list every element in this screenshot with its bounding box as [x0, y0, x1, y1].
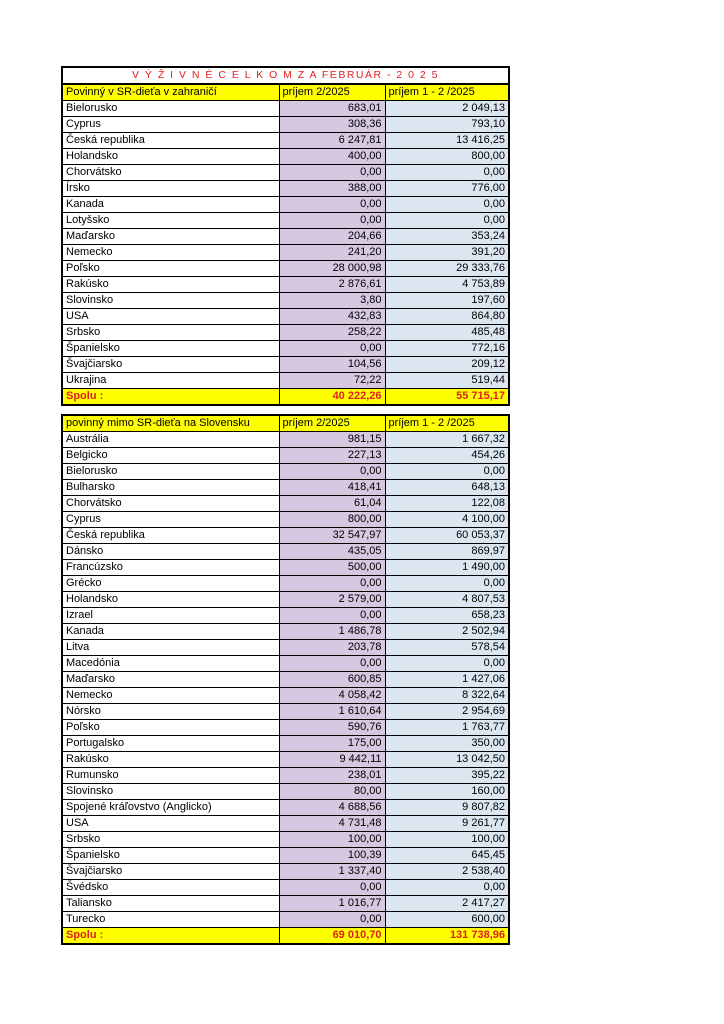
table-row: [62, 512, 509, 528]
cumulative-income-cell: 197,60: [385, 293, 509, 309]
cumulative-income-cell: 29 333,76: [385, 261, 509, 277]
table-row: [62, 608, 509, 624]
table-row: [62, 688, 509, 704]
table-row: [62, 528, 509, 544]
cumulative-income-cell: 864,80: [385, 309, 509, 325]
table-row: [62, 544, 509, 560]
table-row: [62, 656, 509, 672]
cumulative-income-cell: 776,00: [385, 181, 509, 197]
table-row: [62, 816, 509, 832]
table-row: [62, 896, 509, 912]
cumulative-income-cell: 1 490,00: [385, 560, 509, 576]
country-cell: Srbsko: [62, 325, 279, 341]
cumulative-income-cell: 0,00: [385, 464, 509, 480]
table-row: [62, 640, 509, 656]
cumulative-income-cell: 2 954,69: [385, 704, 509, 720]
table-abroad: [61, 66, 510, 406]
table-row: [62, 213, 509, 229]
table-row: [62, 624, 509, 640]
table-row: [62, 245, 509, 261]
month-income-cell: 4 688,56: [279, 800, 385, 816]
month-income-cell: 104,56: [279, 357, 385, 373]
table-row: [62, 672, 509, 688]
cumulative-income-cell: 800,00: [385, 149, 509, 165]
cumulative-income-cell: 600,00: [385, 912, 509, 928]
country-cell: Taliansko: [62, 896, 279, 912]
country-cell: Švajčiarsko: [62, 357, 279, 373]
month-income-cell: 80,00: [279, 784, 385, 800]
month-income-cell: 590,76: [279, 720, 385, 736]
month-income-cell: 0,00: [279, 880, 385, 896]
month-income-cell: 32 547,97: [279, 528, 385, 544]
cumulative-income-cell: 2 417,27: [385, 896, 509, 912]
month-income-cell: 258,22: [279, 325, 385, 341]
country-cell: Holandsko: [62, 592, 279, 608]
month-income-cell: 28 000,98: [279, 261, 385, 277]
header-month: príjem 2/2025: [279, 415, 385, 432]
country-cell: Cyprus: [62, 512, 279, 528]
country-cell: Španielsko: [62, 341, 279, 357]
cumulative-income-cell: 2 538,40: [385, 864, 509, 880]
country-cell: Srbsko: [62, 832, 279, 848]
country-cell: Slovinsko: [62, 293, 279, 309]
table-row: [62, 277, 509, 293]
country-cell: Chorvátsko: [62, 496, 279, 512]
cumulative-income-cell: 13 042,50: [385, 752, 509, 768]
table-row: [62, 181, 509, 197]
country-cell: Španielsko: [62, 848, 279, 864]
table-row: [62, 133, 509, 149]
country-cell: Bielorusko: [62, 464, 279, 480]
total-row: [62, 389, 509, 406]
country-cell: Spojené kráľovstvo (Anglicko): [62, 800, 279, 816]
country-cell: Rakúsko: [62, 277, 279, 293]
total-month: 69 010,70: [279, 928, 385, 945]
table-domestic: [61, 414, 510, 945]
table-row: [62, 261, 509, 277]
cumulative-income-cell: 0,00: [385, 656, 509, 672]
month-income-cell: 0,00: [279, 656, 385, 672]
alimony-sheet: [61, 66, 508, 945]
table-row: [62, 736, 509, 752]
month-income-cell: 683,01: [279, 101, 385, 117]
table-row: [62, 480, 509, 496]
table-row: [62, 229, 509, 245]
table-row: [62, 357, 509, 373]
month-income-cell: 6 247,81: [279, 133, 385, 149]
country-cell: Belgicko: [62, 448, 279, 464]
month-income-cell: 0,00: [279, 165, 385, 181]
month-income-cell: 0,00: [279, 341, 385, 357]
country-cell: Bulharsko: [62, 480, 279, 496]
cumulative-income-cell: 9 807,82: [385, 800, 509, 816]
table-row: [62, 165, 509, 181]
country-cell: Poľsko: [62, 720, 279, 736]
table-row: [62, 373, 509, 389]
month-income-cell: 418,41: [279, 480, 385, 496]
header-cumulative: príjem 1 - 2 /2025: [385, 84, 509, 101]
month-income-cell: 3,80: [279, 293, 385, 309]
table-row: [62, 293, 509, 309]
table-row: [62, 309, 509, 325]
country-cell: Nemecko: [62, 688, 279, 704]
table-row: [62, 848, 509, 864]
month-income-cell: 0,00: [279, 608, 385, 624]
month-income-cell: 0,00: [279, 576, 385, 592]
cumulative-income-cell: 1 763,77: [385, 720, 509, 736]
table-row: [62, 432, 509, 448]
month-income-cell: 100,00: [279, 832, 385, 848]
header-row: [62, 84, 509, 101]
country-cell: Rakúsko: [62, 752, 279, 768]
total-row: [62, 928, 509, 945]
country-cell: Lotyšsko: [62, 213, 279, 229]
country-cell: Írsko: [62, 181, 279, 197]
cumulative-income-cell: 122,08: [385, 496, 509, 512]
cumulative-income-cell: 1 427,06: [385, 672, 509, 688]
month-income-cell: 308,36: [279, 117, 385, 133]
table-row: [62, 560, 509, 576]
month-income-cell: 1 337,40: [279, 864, 385, 880]
cumulative-income-cell: 0,00: [385, 197, 509, 213]
cumulative-income-cell: 9 261,77: [385, 816, 509, 832]
month-income-cell: 238,01: [279, 768, 385, 784]
table-row: [62, 752, 509, 768]
country-cell: Švédsko: [62, 880, 279, 896]
month-income-cell: 204,66: [279, 229, 385, 245]
cumulative-income-cell: 391,20: [385, 245, 509, 261]
country-cell: Kanada: [62, 197, 279, 213]
cumulative-income-cell: 160,00: [385, 784, 509, 800]
table-row: [62, 864, 509, 880]
month-income-cell: 175,00: [279, 736, 385, 752]
month-income-cell: 0,00: [279, 464, 385, 480]
month-income-cell: 0,00: [279, 213, 385, 229]
month-income-cell: 1 016,77: [279, 896, 385, 912]
header-month: príjem 2/2025: [279, 84, 385, 101]
country-cell: Macedónia: [62, 656, 279, 672]
table-row: [62, 464, 509, 480]
month-income-cell: 2 579,00: [279, 592, 385, 608]
cumulative-income-cell: 2 502,94: [385, 624, 509, 640]
cumulative-income-cell: 2 049,13: [385, 101, 509, 117]
cumulative-income-cell: 454,26: [385, 448, 509, 464]
table-row: [62, 704, 509, 720]
country-cell: Slovinsko: [62, 784, 279, 800]
country-cell: Maďarsko: [62, 672, 279, 688]
country-cell: Poľsko: [62, 261, 279, 277]
month-income-cell: 400,00: [279, 149, 385, 165]
country-cell: Francúzsko: [62, 560, 279, 576]
header-country: povinný mimo SR-dieťa na Slovensku: [62, 415, 279, 432]
month-income-cell: 2 876,61: [279, 277, 385, 293]
country-cell: Chorvátsko: [62, 165, 279, 181]
table-row: [62, 101, 509, 117]
country-cell: Turecko: [62, 912, 279, 928]
month-income-cell: 100,39: [279, 848, 385, 864]
table-row: [62, 496, 509, 512]
country-cell: Česká republika: [62, 133, 279, 149]
month-income-cell: 203,78: [279, 640, 385, 656]
total-label: Spolu :: [62, 389, 279, 406]
header-country: Povinný v SR-dieťa v zahraničí: [62, 84, 279, 101]
month-income-cell: 241,20: [279, 245, 385, 261]
table-row: [62, 341, 509, 357]
cumulative-income-cell: 578,54: [385, 640, 509, 656]
country-cell: Ukrajina: [62, 373, 279, 389]
table-row: [62, 592, 509, 608]
cumulative-income-cell: 8 322,64: [385, 688, 509, 704]
header-cumulative: príjem 1 - 2 /2025: [385, 415, 509, 432]
month-income-cell: 432,83: [279, 309, 385, 325]
cumulative-income-cell: 658,23: [385, 608, 509, 624]
month-income-cell: 981,15: [279, 432, 385, 448]
table-row: [62, 720, 509, 736]
table-row: [62, 117, 509, 133]
cumulative-income-cell: 869,97: [385, 544, 509, 560]
cumulative-income-cell: 60 053,37: [385, 528, 509, 544]
country-cell: Kanada: [62, 624, 279, 640]
month-income-cell: 227,13: [279, 448, 385, 464]
cumulative-income-cell: 4 753,89: [385, 277, 509, 293]
country-cell: USA: [62, 309, 279, 325]
total-cumulative: 131 738,96: [385, 928, 509, 945]
table-row: [62, 800, 509, 816]
table-row: [62, 832, 509, 848]
cumulative-income-cell: 100,00: [385, 832, 509, 848]
country-cell: Maďarsko: [62, 229, 279, 245]
cumulative-income-cell: 353,24: [385, 229, 509, 245]
country-cell: Česká republika: [62, 528, 279, 544]
month-income-cell: 1 610,64: [279, 704, 385, 720]
title-row: [62, 67, 509, 84]
country-cell: Nórsko: [62, 704, 279, 720]
header-row: [62, 415, 509, 432]
cumulative-income-cell: 395,22: [385, 768, 509, 784]
month-income-cell: 435,05: [279, 544, 385, 560]
cumulative-income-cell: 645,45: [385, 848, 509, 864]
table-row: [62, 448, 509, 464]
cumulative-income-cell: 350,00: [385, 736, 509, 752]
cumulative-income-cell: 772,16: [385, 341, 509, 357]
table-row: [62, 784, 509, 800]
table-row: [62, 576, 509, 592]
month-income-cell: 61,04: [279, 496, 385, 512]
cumulative-income-cell: 13 416,25: [385, 133, 509, 149]
month-income-cell: 72,22: [279, 373, 385, 389]
country-cell: Švajčiarsko: [62, 864, 279, 880]
cumulative-income-cell: 485,48: [385, 325, 509, 341]
month-income-cell: 9 442,11: [279, 752, 385, 768]
cumulative-income-cell: 0,00: [385, 576, 509, 592]
table-row: [62, 768, 509, 784]
country-cell: USA: [62, 816, 279, 832]
cumulative-income-cell: 0,00: [385, 213, 509, 229]
country-cell: Austrália: [62, 432, 279, 448]
cumulative-income-cell: 519,44: [385, 373, 509, 389]
table-row: [62, 912, 509, 928]
table-row: [62, 197, 509, 213]
cumulative-income-cell: 209,12: [385, 357, 509, 373]
month-income-cell: 800,00: [279, 512, 385, 528]
cumulative-income-cell: 4 100,00: [385, 512, 509, 528]
table-row: [62, 149, 509, 165]
country-cell: Izrael: [62, 608, 279, 624]
country-cell: Nemecko: [62, 245, 279, 261]
cumulative-income-cell: 1 667,32: [385, 432, 509, 448]
cumulative-income-cell: 4 807,53: [385, 592, 509, 608]
total-month: 40 222,26: [279, 389, 385, 406]
month-income-cell: 500,00: [279, 560, 385, 576]
country-cell: Holandsko: [62, 149, 279, 165]
country-cell: Grécko: [62, 576, 279, 592]
table-row: [62, 325, 509, 341]
country-cell: Rumunsko: [62, 768, 279, 784]
cumulative-income-cell: 0,00: [385, 880, 509, 896]
month-income-cell: 600,85: [279, 672, 385, 688]
month-income-cell: 388,00: [279, 181, 385, 197]
country-cell: Litva: [62, 640, 279, 656]
country-cell: Dánsko: [62, 544, 279, 560]
month-income-cell: 0,00: [279, 197, 385, 213]
country-cell: Cyprus: [62, 117, 279, 133]
total-label: Spolu :: [62, 928, 279, 945]
country-cell: Bielorusko: [62, 101, 279, 117]
month-income-cell: 4 058,42: [279, 688, 385, 704]
cumulative-income-cell: 793,10: [385, 117, 509, 133]
cumulative-income-cell: 0,00: [385, 165, 509, 181]
page-title: V Ý Ž I V N É C E L K O M Z A FEBRUÁR - 2 0 2 5: [62, 67, 509, 84]
country-cell: Portugalsko: [62, 736, 279, 752]
table-row: [62, 880, 509, 896]
total-cumulative: 55 715,17: [385, 389, 509, 406]
month-income-cell: 1 486,78: [279, 624, 385, 640]
cumulative-income-cell: 648,13: [385, 480, 509, 496]
month-income-cell: 0,00: [279, 912, 385, 928]
month-income-cell: 4 731,48: [279, 816, 385, 832]
